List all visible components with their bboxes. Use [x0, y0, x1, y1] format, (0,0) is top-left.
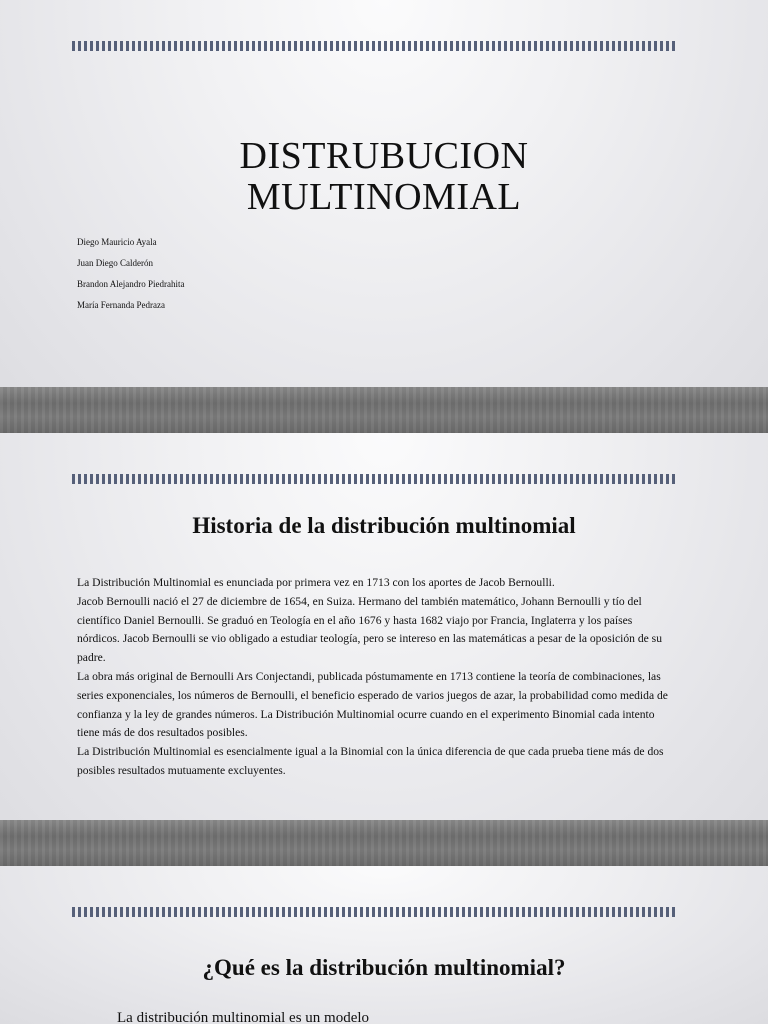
- floor-texture: [0, 387, 768, 433]
- floor-texture: [0, 820, 768, 866]
- decorative-stripe: [72, 474, 677, 484]
- slide-definition: [0, 866, 768, 1024]
- presentation-title: [0, 136, 768, 218]
- paragraph: La Distribución Multinomial es esencialmente igual a la Binomial con la única diferencia de que cada prueba tiene más de dos posibles resultados mutuamente excluyentes.: [77, 745, 664, 777]
- definition-text: La distribución multinomial es un modelo: [117, 1010, 370, 1024]
- paragraph: La Distribución Multinomial es enunciada por primera vez en 1713 con los aportes de Jacob Bernoulli.: [77, 576, 555, 589]
- author-name: Brandon Alejandro Piedrahita: [77, 279, 185, 289]
- slide-heading: ¿Qué es la distribución multinomial?: [202, 955, 566, 980]
- title-line-1: DISTRUBUCION: [239, 135, 529, 177]
- slide-title: [0, 0, 768, 433]
- paragraph: Jacob Bernoulli nació el 27 de diciembre de 1654, en Suiza. Hermano del también matemático, Johann Bernoulli y tío del científico Daniel Bernoulli. Se graduó en Teología en el año 1676 y hasta 1682 viajo por Francia, Inglaterra y los países nórdicos. Jacob Bernoulli se vio obligado a estudiar teología, pero se intereso en las matemáticas a pesar de la oposición de su padre.: [77, 594, 662, 665]
- title-line-2: MULTINOMIAL: [246, 176, 522, 218]
- slide-history: [0, 433, 768, 866]
- history-body: [77, 574, 672, 781]
- paragraph: La obra más original de Bernoulli Ars Conjectandi, publicada póstumamente en 1713 contiene la teoría de combinaciones, las series exponenciales, los números de Bernoulli, el beneficio esperado de varios juegos de azar, la probabilidad como medida de confianza y la ley de grandes números. La Distribución Multinomial ocurre cuando en el experimento Binomial cada intento tiene más de dos resultados posibles.: [77, 669, 668, 740]
- author-name: María Fernanda Pedraza: [77, 300, 165, 310]
- author-name: Juan Diego Calderón: [77, 258, 153, 268]
- decorative-stripe: [72, 907, 677, 917]
- decorative-stripe: [72, 41, 677, 51]
- author-list: [77, 232, 184, 316]
- slide-heading: Historia de la distribución multinomial: [192, 513, 576, 538]
- author-name: Diego Mauricio Ayala: [77, 237, 157, 247]
